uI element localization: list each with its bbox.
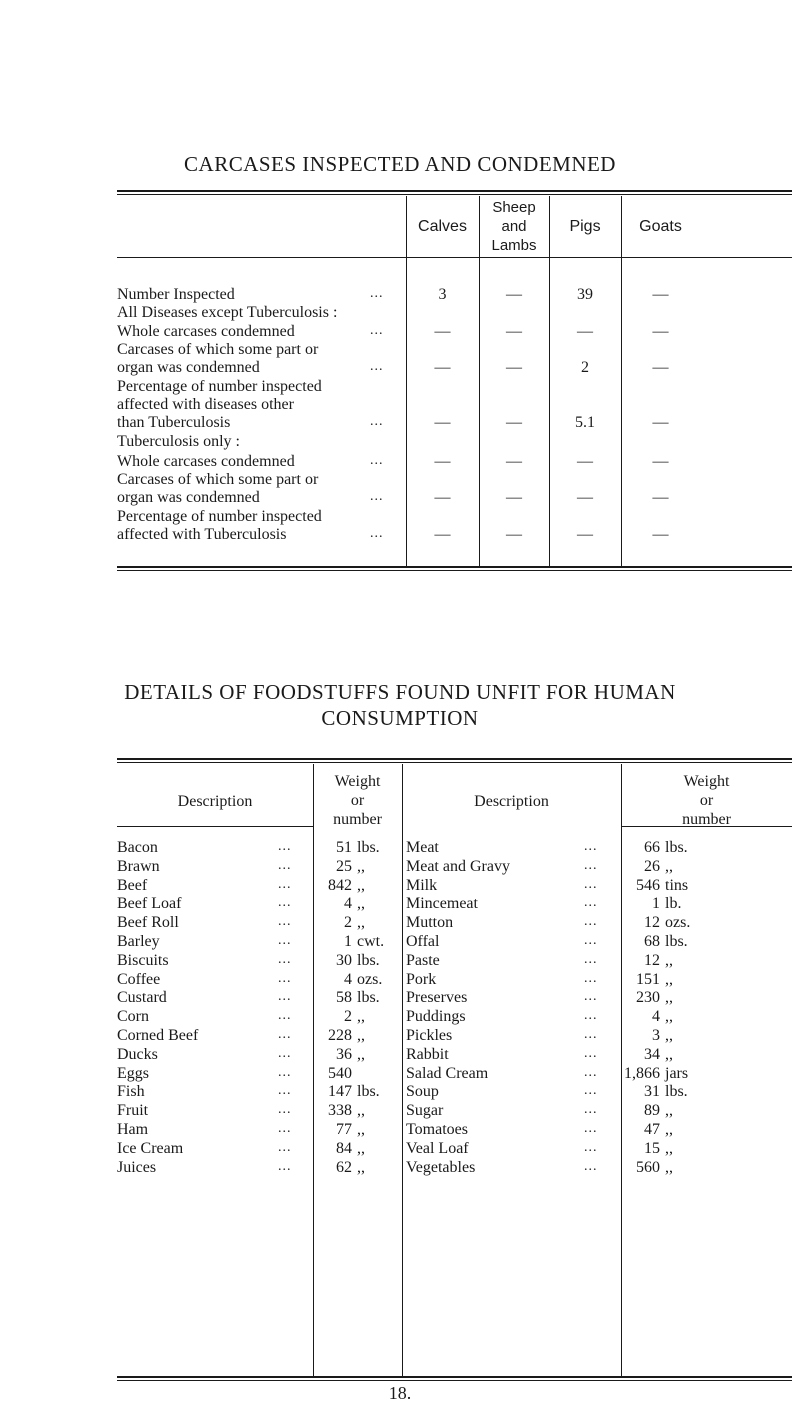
table2-right-leader-dots: ... bbox=[584, 895, 598, 911]
table2-left-unit: ,, bbox=[357, 1139, 365, 1157]
table2-right-amount: 66 bbox=[644, 839, 660, 856]
table1-leader-dots: ... bbox=[370, 359, 384, 374]
table2-left-description: Eggs bbox=[117, 1064, 149, 1082]
table2-left-unit: lbs. bbox=[357, 839, 380, 856]
table2-left-amount: 30 bbox=[336, 951, 352, 969]
table2-right-amount: 1 bbox=[652, 895, 660, 913]
table2-header-description-right: Description bbox=[474, 793, 549, 810]
table2-right-amount: 26 bbox=[644, 857, 660, 875]
table2-header-weight-right: number bbox=[682, 811, 731, 828]
table2-left-description: Beef Roll bbox=[117, 914, 179, 932]
table2-left-description: Juices bbox=[117, 1158, 157, 1176]
table2-right-leader-dots: ... bbox=[584, 951, 598, 967]
table2-header-weight-right: or bbox=[699, 792, 714, 809]
table1-row-label: affected with Tuberculosis bbox=[117, 526, 287, 543]
table1-cell: — bbox=[434, 526, 451, 543]
table2-right-unit: ozs. bbox=[665, 914, 691, 932]
table2-left-amount: 842 bbox=[328, 876, 352, 894]
table2-right-amount: 68 bbox=[644, 933, 660, 950]
table1-row-label: than Tuberculosis bbox=[117, 414, 231, 431]
table2-right-unit: ,, bbox=[665, 1158, 673, 1176]
table2-left-unit: ,, bbox=[357, 1027, 365, 1044]
table2-left-leader-dots: ... bbox=[278, 914, 292, 930]
table2-header-description-left: Description bbox=[177, 793, 253, 810]
table1-cell: — bbox=[652, 489, 669, 506]
table2-left-amount: 62 bbox=[336, 1158, 352, 1176]
table2-left-unit: ,, bbox=[357, 1102, 365, 1120]
table2-right-amount: 1,866 bbox=[624, 1064, 660, 1082]
table1-cell: — bbox=[577, 323, 593, 340]
table2-left-leader-dots: ... bbox=[278, 876, 292, 892]
table1-cell: — bbox=[434, 359, 451, 376]
table2-left-unit: cwt. bbox=[357, 933, 385, 950]
table2-right-unit: ,, bbox=[665, 970, 673, 988]
table2-left-unit: ,, bbox=[357, 857, 365, 875]
table1-cell: — bbox=[652, 323, 669, 340]
table1-cell: 39 bbox=[577, 286, 593, 303]
table1-header-2-line3: Lambs bbox=[491, 236, 537, 254]
table2-right-description: Meat bbox=[406, 839, 439, 856]
table1-cell: — bbox=[506, 453, 522, 470]
table2-right-leader-dots: ... bbox=[584, 876, 598, 892]
table2-left-description: Fruit bbox=[117, 1102, 149, 1120]
table2-right-description: Preserves bbox=[406, 989, 468, 1007]
table2-right-leader-dots: ... bbox=[584, 1008, 598, 1024]
table2-right-amount: 89 bbox=[644, 1102, 660, 1120]
table1-leader-dots: ... bbox=[370, 414, 384, 429]
table1-top-rule bbox=[117, 190, 792, 192]
table2-left-amount: 2 bbox=[344, 1008, 352, 1026]
table1-row-label: Carcases of which some part or bbox=[117, 341, 319, 358]
table2-right-description: Veal Loaf bbox=[406, 1139, 469, 1157]
table2-left-unit: ,, bbox=[357, 876, 365, 894]
table1-cell: — bbox=[506, 526, 522, 543]
table1-header-3: Pigs bbox=[569, 217, 601, 235]
table2-left-leader-dots: ... bbox=[278, 989, 292, 1005]
table1-cell: — bbox=[652, 414, 669, 431]
table1-header-rule bbox=[117, 257, 792, 258]
table2-header-weight-right: Weight bbox=[683, 773, 730, 790]
table2-left-leader-dots: ... bbox=[278, 933, 292, 948]
table2-right-description: Milk bbox=[406, 876, 438, 894]
table2-left-description: Bacon bbox=[117, 839, 158, 856]
table2-left-amount: 4 bbox=[344, 895, 352, 913]
table2-right-description: Pickles bbox=[406, 1027, 453, 1044]
table2-left-leader-dots: ... bbox=[278, 1121, 292, 1136]
table2-left-description: Corn bbox=[117, 1008, 149, 1026]
table2-top-rule-2 bbox=[117, 762, 792, 763]
table1-row-label: organ was condemned bbox=[117, 359, 260, 376]
table2-header-weight-left: or bbox=[350, 792, 365, 809]
table2-right-leader-dots: ... bbox=[584, 1045, 598, 1061]
table2-vline-2 bbox=[402, 764, 403, 1376]
table2-header-weight-left: Weight bbox=[334, 773, 381, 790]
table1-leader-dots: ... bbox=[370, 286, 384, 301]
table2-top-rule bbox=[117, 758, 792, 760]
table2-left-description: Custard bbox=[117, 989, 167, 1007]
table1-cell: 5.1 bbox=[575, 414, 595, 431]
table1-top-rule-2 bbox=[117, 194, 792, 195]
table2-left-amount: 36 bbox=[336, 1045, 352, 1063]
table2-right-description: Mincemeat bbox=[406, 895, 478, 913]
table1-cell: — bbox=[506, 359, 522, 376]
table2-right-unit: ,, bbox=[665, 1102, 673, 1120]
table1-cell: — bbox=[652, 526, 669, 543]
table2-left-description: Beef Loaf bbox=[117, 895, 182, 913]
table1-cell: — bbox=[577, 489, 593, 506]
table2-right-amount: 12 bbox=[644, 914, 660, 932]
table2-left-unit: ,, bbox=[357, 895, 365, 913]
table2-right-amount: 34 bbox=[644, 1045, 660, 1063]
table2-right-leader-dots: ... bbox=[584, 857, 598, 873]
table2-right-leader-dots: ... bbox=[584, 839, 598, 854]
table2-right-amount: 546 bbox=[636, 876, 660, 894]
table1-row-label: Carcases of which some part or bbox=[117, 471, 319, 488]
table2-left-unit: lbs. bbox=[357, 989, 380, 1007]
table1-row-label: All Diseases except Tuberculosis : bbox=[117, 304, 338, 321]
table1-row-label: affected with diseases other bbox=[117, 396, 294, 413]
table2-right-amount: 151 bbox=[636, 970, 660, 988]
table2-left-amount: 51 bbox=[336, 839, 352, 856]
table2-left-leader-dots: ... bbox=[278, 839, 292, 854]
table2-right-description: Puddings bbox=[406, 1008, 466, 1026]
table2-left-amount: 2 bbox=[344, 914, 352, 932]
table2-left-description: Coffee bbox=[117, 970, 161, 988]
table2-left-amount: 338 bbox=[328, 1102, 352, 1120]
table2-right-unit: ,, bbox=[665, 1027, 673, 1044]
table2-right-amount: 560 bbox=[636, 1158, 660, 1176]
table1-cell: — bbox=[577, 526, 593, 543]
table2-right-description: Meat and Gravy bbox=[406, 857, 510, 875]
table1-cell: — bbox=[652, 453, 669, 470]
table2-left-unit: ,, bbox=[357, 914, 365, 932]
table1-row-label: Percentage of number inspected bbox=[117, 378, 322, 395]
table2-left-description: Ham bbox=[117, 1121, 149, 1138]
table2-left-leader-dots: ... bbox=[278, 1008, 292, 1024]
table2-right-description: Tomatoes bbox=[406, 1121, 468, 1138]
table2-left-leader-dots: ... bbox=[278, 951, 292, 967]
table2-bottom-rule bbox=[117, 1376, 792, 1378]
table1-bottom-rule bbox=[117, 566, 792, 568]
table2-header-rule-left bbox=[117, 826, 313, 827]
table2-right-leader-dots: ... bbox=[584, 1083, 598, 1099]
table1-cell: — bbox=[506, 286, 522, 303]
table2-left-amount: 540 bbox=[328, 1064, 352, 1082]
table2-left-description: Ice Cream bbox=[117, 1139, 184, 1157]
table1-row-label: organ was condemned bbox=[117, 489, 260, 506]
table2-left-description: Barley bbox=[117, 933, 160, 950]
table2-left-unit: ,, bbox=[357, 1121, 365, 1138]
table1-row-label: Tuberculosis only : bbox=[117, 433, 240, 450]
foodstuffs-title bbox=[0, 679, 800, 731]
table2-left-description: Fish bbox=[117, 1083, 145, 1101]
table2-left-amount: 147 bbox=[328, 1083, 352, 1101]
table2-header-weight-left: number bbox=[333, 811, 382, 828]
table2-left-unit: ,, bbox=[357, 1158, 365, 1176]
table1-cell: — bbox=[434, 414, 451, 431]
table2-left-amount: 228 bbox=[328, 1027, 352, 1044]
table1-cell: — bbox=[506, 323, 522, 340]
table2-right-description: Mutton bbox=[406, 914, 454, 932]
table2-left-leader-dots: ... bbox=[278, 1158, 292, 1174]
table2-left-leader-dots: ... bbox=[278, 857, 292, 873]
table2-left-unit: lbs. bbox=[357, 1083, 380, 1101]
table1-vline-4 bbox=[621, 196, 622, 566]
table1-header-4: Goats bbox=[639, 217, 682, 235]
table2-right-amount: 15 bbox=[644, 1139, 660, 1157]
table2-right-unit: ,, bbox=[665, 1008, 673, 1026]
table1-leader-dots: ... bbox=[370, 526, 384, 541]
table2-right-unit: ,, bbox=[665, 951, 673, 969]
table2-right-unit: ,, bbox=[665, 1139, 673, 1157]
table2-left-amount: 4 bbox=[344, 970, 352, 988]
table2-right-description: Soup bbox=[406, 1083, 439, 1101]
table1-vline-3 bbox=[549, 196, 550, 566]
table2-right-leader-dots: ... bbox=[584, 1102, 598, 1118]
table1-cell: — bbox=[434, 323, 451, 340]
table2-right-leader-dots: ... bbox=[584, 933, 598, 948]
carcases-title: CARCASES INSPECTED AND CONDEMNED bbox=[184, 152, 616, 176]
table2-right-unit: ,, bbox=[665, 857, 673, 875]
table2-right-description: Paste bbox=[406, 951, 440, 969]
table2-right-unit: ,, bbox=[665, 1121, 673, 1138]
table1-cell: — bbox=[434, 489, 451, 506]
table2-left-amount: 58 bbox=[336, 989, 352, 1007]
table1-cell: — bbox=[506, 414, 522, 431]
table1-row-label: Whole carcases condemned bbox=[117, 453, 295, 470]
table2-right-leader-dots: ... bbox=[584, 989, 598, 1005]
table2-right-description: Rabbit bbox=[406, 1045, 449, 1063]
table2-right-leader-dots: ... bbox=[584, 1121, 598, 1136]
table2-left-description: Beef bbox=[117, 876, 148, 894]
table1-cell: — bbox=[434, 453, 451, 470]
table2-right-unit: lbs. bbox=[665, 839, 688, 856]
table2-left-unit: lbs. bbox=[357, 951, 380, 969]
table2-right-description: Salad Cream bbox=[406, 1064, 489, 1082]
table2-right-amount: 12 bbox=[644, 951, 660, 969]
table1-vline-1 bbox=[406, 196, 407, 566]
table2-right-leader-dots: ... bbox=[584, 1064, 598, 1080]
table2-left-leader-dots: ... bbox=[278, 1102, 292, 1118]
table2-left-amount: 1 bbox=[344, 933, 352, 950]
table2-right-description: Sugar bbox=[406, 1102, 444, 1120]
table2-left-unit: ozs. bbox=[357, 970, 383, 988]
table2-left-leader-dots: ... bbox=[278, 1045, 292, 1061]
table1-leader-dots: ... bbox=[370, 453, 384, 468]
table1-cell: 2 bbox=[581, 359, 589, 376]
table2-right-amount: 47 bbox=[644, 1121, 660, 1138]
table2-left-leader-dots: ... bbox=[278, 970, 292, 986]
table2-right-unit: lbs. bbox=[665, 1083, 688, 1101]
table1-leader-dots: ... bbox=[370, 489, 384, 504]
table2-left-amount: 77 bbox=[336, 1121, 352, 1138]
table2-left-description: Corned Beef bbox=[117, 1027, 199, 1044]
table2-left-unit: ,, bbox=[357, 1045, 365, 1063]
table1-leader-dots: ... bbox=[370, 323, 384, 338]
table2-left-leader-dots: ... bbox=[278, 1027, 292, 1042]
table2-left-amount: 84 bbox=[336, 1139, 352, 1157]
table2-right-leader-dots: ... bbox=[584, 1027, 598, 1042]
table2-left-leader-dots: ... bbox=[278, 1083, 292, 1099]
table2-right-amount: 31 bbox=[644, 1083, 660, 1101]
table2-left-description: Brawn bbox=[117, 857, 160, 875]
table2-right-unit: ,, bbox=[665, 989, 673, 1007]
table2-right-leader-dots: ... bbox=[584, 1139, 598, 1155]
page-number: 18. bbox=[388, 1383, 412, 1403]
table2-right-unit: lbs. bbox=[665, 933, 688, 950]
table2-right-leader-dots: ... bbox=[584, 914, 598, 930]
table2-right-description: Offal bbox=[406, 933, 440, 950]
table2-right-amount: 3 bbox=[652, 1027, 660, 1044]
table1-header-2-line2: and bbox=[501, 217, 527, 235]
table2-left-description: Ducks bbox=[117, 1045, 158, 1063]
table1-row-label: Percentage of number inspected bbox=[117, 508, 322, 525]
table2-bottom-rule-2 bbox=[117, 1380, 792, 1381]
table2-left-amount: 25 bbox=[336, 857, 352, 875]
table2-right-amount: 4 bbox=[652, 1008, 660, 1026]
table2-left-unit: ,, bbox=[357, 1008, 365, 1026]
table2-left-leader-dots: ... bbox=[278, 1064, 292, 1080]
foodstuffs-title-line2: CONSUMPTION bbox=[321, 706, 479, 730]
table1-cell: 3 bbox=[438, 286, 447, 303]
table2-right-leader-dots: ... bbox=[584, 1158, 598, 1174]
table2-right-unit: lb. bbox=[665, 895, 682, 913]
table2-left-leader-dots: ... bbox=[278, 895, 292, 911]
table1-cell: — bbox=[652, 286, 669, 303]
table1-cell: — bbox=[577, 453, 593, 470]
table1-cell: — bbox=[506, 489, 522, 506]
table1-cell: — bbox=[652, 359, 669, 376]
table1-header-2-line1: Sheep bbox=[492, 198, 536, 216]
table1-header-1: Calves bbox=[418, 217, 467, 235]
table2-right-description: Vegetables bbox=[406, 1158, 476, 1176]
table2-right-unit: ,, bbox=[665, 1045, 673, 1063]
table1-row-label: Number Inspected bbox=[117, 286, 235, 303]
foodstuffs-title-line1: DETAILS OF FOODSTUFFS FOUND UNFIT FOR HUMAN bbox=[124, 680, 676, 704]
table1-bottom-rule-2 bbox=[117, 570, 792, 571]
table1-row-label: Whole carcases condemned bbox=[117, 323, 295, 340]
table2-right-unit: jars bbox=[665, 1064, 689, 1082]
table2-left-description: Biscuits bbox=[117, 951, 169, 969]
table2-left-leader-dots: ... bbox=[278, 1139, 292, 1155]
table2-right-leader-dots: ... bbox=[584, 970, 598, 986]
table2-right-description: Pork bbox=[406, 970, 437, 988]
table2-right-amount: 230 bbox=[636, 989, 660, 1007]
table2-right-unit: tins bbox=[665, 876, 689, 894]
